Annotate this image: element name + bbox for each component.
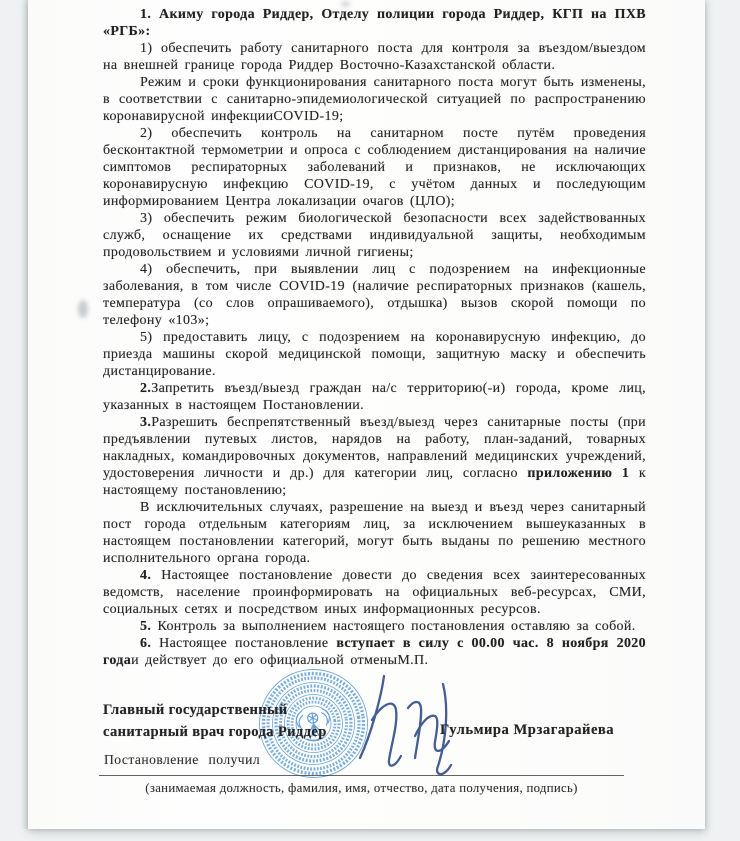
text-run: 2. — [140, 381, 152, 396]
text-run: 5. — [140, 619, 152, 634]
text-run: 1. Акиму города Риддер, Отделу полиции города Риддер, КГП на ПХВ «РГБ»: — [103, 7, 646, 39]
signatory-title-line1: Главный государственный — [103, 702, 288, 718]
document-body — [103, 6, 646, 669]
text-run: 4) обеспечить, при выявлении лиц с подозрением на инфекционные заболевания, в том числе COVID-19 (наличие респираторных признаков (кашель, температура (со слов опрашиваемого), отдышка) вызов скорой помощи по телефону «103»; — [103, 262, 646, 328]
paragraph — [103, 414, 646, 499]
paragraph — [103, 618, 646, 635]
paragraph — [103, 567, 646, 618]
text-run: Режим и сроки функционирования санитарного поста могут быть изменены, в соответствии с санитарно-эпидемиологической ситуацией по распространению коронавирусной инфекцииCOVID-19; — [103, 75, 646, 124]
paragraph — [103, 40, 646, 74]
scan-smudge — [573, 153, 580, 159]
text-run: приложению 1 — [527, 466, 630, 481]
text-run: 3) обеспечить режим биологической безопасности всех задействованных служб, оснащение их средствами индивидуальной защиты, необходимым продовольствием и условиями личной гигиены; — [103, 211, 646, 260]
text-run: 6. — [140, 636, 152, 651]
fill-in-line — [99, 775, 624, 776]
paragraph — [103, 74, 646, 125]
received-label: Постановление получил — [104, 752, 261, 767]
text-run: 1) обеспечить работу санитарного поста для контроля за въездом/выездом на внешней границе города Риддер Восточно-Казахстанской области. — [103, 41, 646, 73]
signatory-title-line2: санитарный врач города Риддер — [103, 723, 327, 740]
text-run: 4. — [140, 568, 152, 583]
paragraph — [103, 261, 646, 329]
paragraph — [103, 380, 646, 414]
text-run: Настоящее постановление — [151, 636, 337, 651]
paragraph — [103, 125, 646, 210]
text-run: к настоящему постановлению; — [103, 466, 646, 498]
paragraph — [103, 329, 646, 380]
text-run: 3. — [140, 415, 152, 430]
scan-smudge — [78, 300, 88, 318]
scan-smudge — [341, 1, 350, 7]
text-run: Настоящее постановление довести до сведения всех заинтересованных ведомств, население проинформировать на официальных веб-ресурсах, СМИ, социальных сетях и посредством иных информационных ресурсов. — [103, 568, 646, 617]
text-run: 5) предоставить лицу, с подозрением на коронавирусную инфекцию, до приезда машины скорой медицинской помощи, защитную маску и обеспечить дистанцирование. — [103, 330, 646, 379]
paragraph — [103, 499, 646, 567]
paragraph — [103, 6, 646, 40]
paragraph — [103, 210, 646, 261]
text-run: Запретить въезд/выезд граждан на/с территорию(-и) города, кроме лиц, указанных в настоящем Постановлении. — [103, 381, 646, 413]
text-run: Разрешить беспрепятственный въезд/выезд через санитарные посты (при предъявлении путевых листов, нарядов на работу, план-заданий, товарных накладных, командировочных документов, направлений медицинских учреждений, удостоверения личности и др.) для категории лиц, согласно — [103, 415, 646, 481]
signatory-title — [103, 700, 327, 743]
text-run: 2) обеспечить контроль на санитарном посте путём проведения бесконтактной термометрии и опроса с соблюдением дистанцирования на наличие симптомов респираторных заболеваний и признаков, не исключающих коронавирусную инфекцию COVID-19, с учётом данных и последующим информированием Центра локализации очагов (ЦЛО); — [103, 126, 646, 209]
text-run: и действует до его официальной отменыМ.П. — [131, 653, 429, 668]
text-run: В исключительных случаях, разрешение на выезд и въезд через санитарный пост города отдельным категориям лиц, за исключением вышеуказанных в настоящем постановлении категорий, могут быть выданы по решению местного исполнительного органа города. — [103, 500, 646, 566]
fill-in-caption: (занимаемая должность, фамилия, имя, отчество, дата получения, подпись) — [145, 781, 578, 795]
text-run: вступает в силу с 00.00 час. 8 ноября 2020 года — [103, 636, 646, 668]
signatory-name: Гульмира Мрзагарайева — [440, 722, 615, 738]
text-run: Контроль за выполнением настоящего постановления оставляю за собой. — [151, 619, 636, 634]
document-page — [28, 0, 705, 829]
handwritten-signature-icon — [344, 650, 472, 782]
